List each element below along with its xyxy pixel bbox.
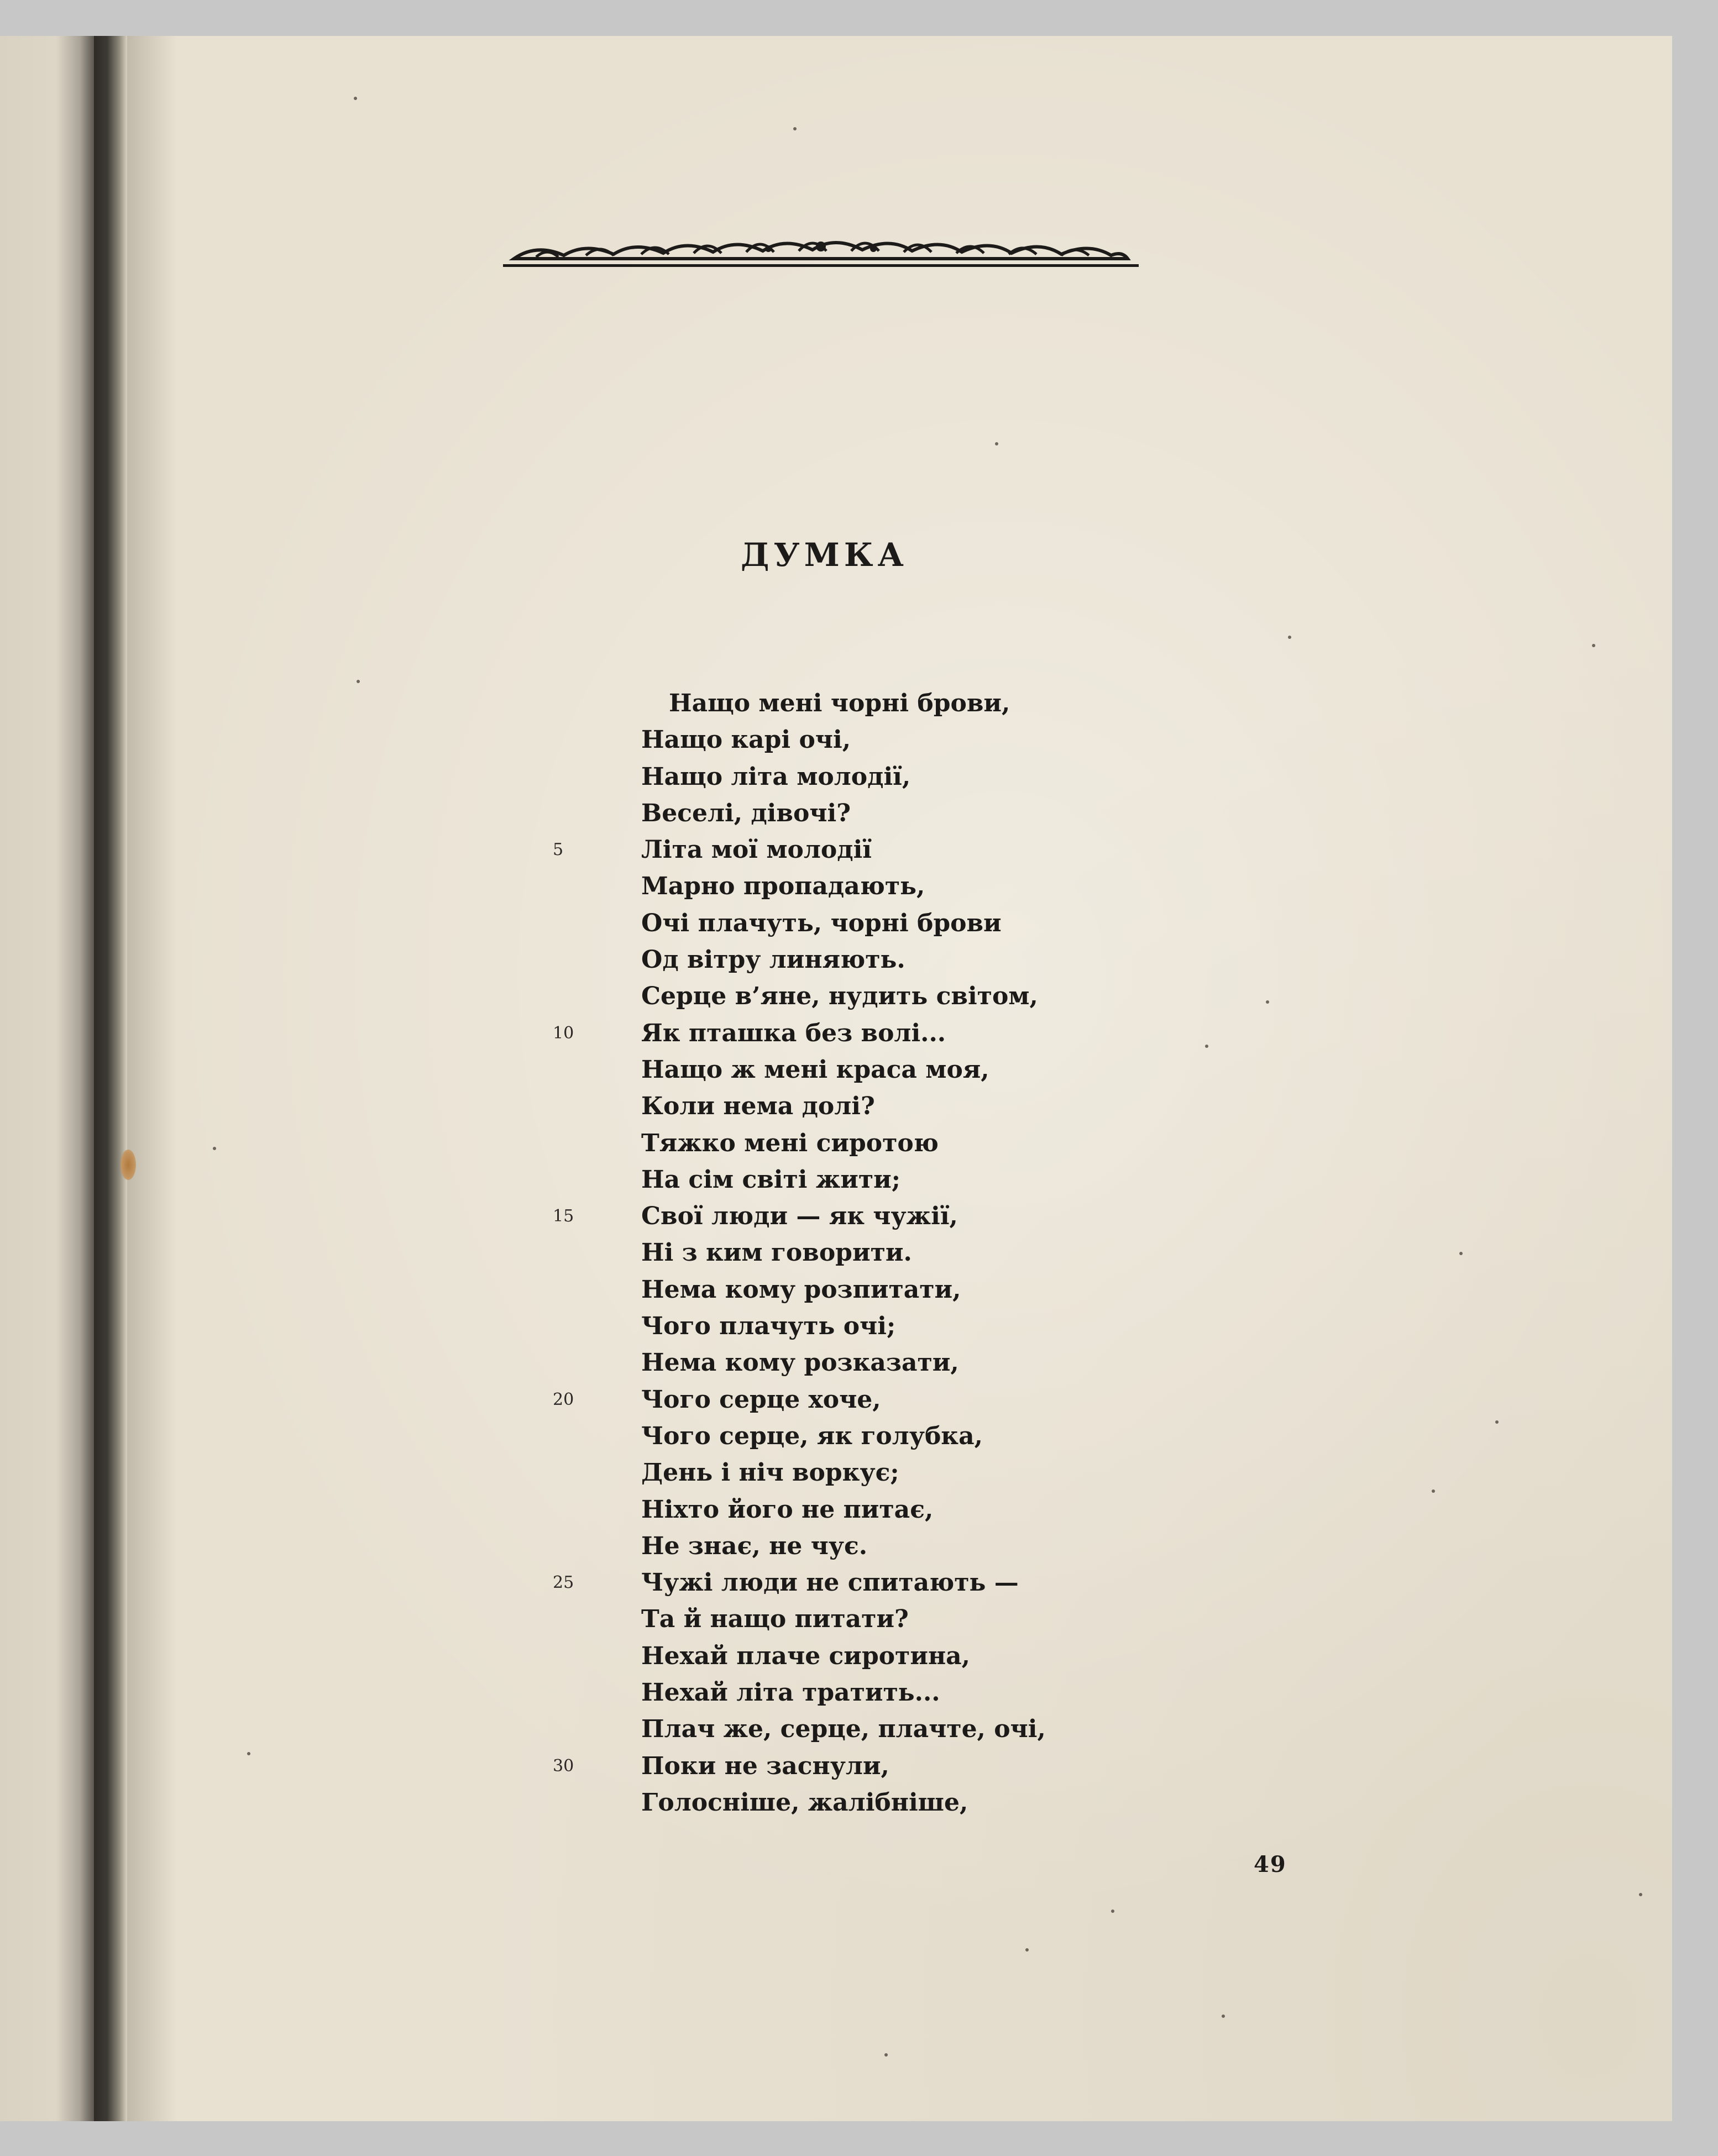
- line-text: Чого серце, як голубка,: [641, 1421, 983, 1450]
- line-text: Тяжко мені сиротою: [641, 1129, 939, 1157]
- line-text: Нащо карі очі,: [641, 726, 851, 754]
- line-text: Очі плачуть, чорні брови: [641, 909, 1002, 937]
- line-text: День і ніч воркує;: [641, 1459, 899, 1487]
- line-number: 10: [553, 1023, 574, 1043]
- line-text: Нащо ж мені краса моя,: [641, 1055, 989, 1084]
- poem-line: [553, 1455, 1106, 1491]
- line-text: Нема кому розпитати,: [641, 1275, 961, 1304]
- poem-line: [553, 1125, 1106, 1162]
- line-text: Літа мої молодії: [641, 836, 872, 864]
- poem-line: [553, 1492, 1106, 1528]
- line-text: Марно пропадають,: [641, 872, 925, 901]
- line-text: Чого плачуть очі;: [641, 1312, 896, 1341]
- scan-speck: [793, 127, 797, 130]
- line-text: Свої люди — як чужії,: [641, 1202, 958, 1231]
- line-text: Ніхто його не питає,: [641, 1495, 934, 1524]
- book-spine: [94, 36, 127, 2121]
- poem-line: [553, 1088, 1106, 1125]
- scan-speck: [884, 2053, 888, 2057]
- poem-line: [553, 1748, 1106, 1785]
- scan-speck: [1266, 1000, 1269, 1004]
- spine-shadow: [127, 36, 177, 2121]
- line-text: Нема кому розказати,: [641, 1349, 959, 1377]
- line-text: Як пташка без волі...: [641, 1019, 946, 1047]
- line-text: Нащо літа молодії,: [641, 762, 911, 791]
- line-text: Од вітру линяють.: [641, 946, 905, 974]
- poem-line: [553, 1418, 1106, 1455]
- poem-line: [553, 795, 1106, 832]
- poem-line: [553, 1638, 1106, 1675]
- line-text: Коли нема долі?: [641, 1092, 875, 1121]
- poem-line: [553, 722, 1106, 758]
- scan-speck: [1205, 1045, 1208, 1048]
- scan-speck: [1432, 1489, 1435, 1493]
- line-number: 25: [553, 1573, 574, 1593]
- scan-speck: [247, 1752, 250, 1755]
- scan-speck: [357, 680, 360, 683]
- poem-line: [553, 868, 1106, 905]
- poem-line: [553, 978, 1106, 1015]
- line-text: Серце в’яне, нудить світом,: [641, 982, 1038, 1011]
- poem-line: [553, 905, 1106, 942]
- poem-body: [553, 685, 1106, 1821]
- poem-line: [553, 1565, 1106, 1601]
- scan-speck: [1288, 636, 1291, 639]
- scan-speck: [1025, 1948, 1029, 1952]
- line-text: Нащо мені чорні брови,: [669, 689, 1010, 717]
- poem-line: [553, 1528, 1106, 1565]
- poem-line: [553, 1162, 1106, 1198]
- line-text: Плач же, серце, плачте, очі,: [641, 1715, 1046, 1744]
- poem-line: [553, 1198, 1106, 1235]
- line-text: Чого серце хоче,: [641, 1385, 881, 1414]
- poem-line: [553, 1382, 1106, 1418]
- poem-line: [553, 685, 1106, 722]
- line-text: Ні з ким говорити.: [641, 1239, 912, 1267]
- poem-line: [553, 1015, 1106, 1052]
- line-text: На сім світі жити;: [641, 1165, 901, 1194]
- page-number: 49: [1254, 1851, 1287, 1877]
- scan-speck: [995, 442, 998, 445]
- poem-line: [553, 942, 1106, 978]
- paper-stain: [121, 1150, 136, 1180]
- scan-speck: [213, 1147, 216, 1150]
- scan-speck: [1222, 2015, 1225, 2018]
- facing-page-edge: [0, 36, 94, 2121]
- scan-speck: [354, 97, 357, 100]
- scan-speck: [1639, 1893, 1642, 1896]
- poem-line: [553, 1345, 1106, 1381]
- scan-speck: [1495, 1420, 1499, 1424]
- line-text: Та й нащо питати?: [641, 1605, 909, 1634]
- line-text: Поки не заснули,: [641, 1751, 889, 1780]
- line-number: 30: [553, 1756, 574, 1776]
- poem-line: [553, 1675, 1106, 1711]
- poem-line: [553, 1308, 1106, 1345]
- scan-speck: [1111, 1910, 1114, 1913]
- line-text: Нехай літа тратить...: [641, 1678, 940, 1707]
- line-number: 15: [553, 1206, 574, 1226]
- line-text: Не знає, не чує.: [641, 1531, 868, 1560]
- line-text: Веселі, дівочі?: [641, 799, 851, 827]
- poem-title: ДУМКА: [741, 536, 908, 574]
- scan-speck: [1592, 644, 1595, 647]
- poem-line: [553, 1601, 1106, 1638]
- line-number: 20: [553, 1389, 574, 1409]
- scan-speck: [1459, 1252, 1463, 1255]
- poem-line: [553, 759, 1106, 795]
- poem-line: [553, 1272, 1106, 1308]
- line-text: Чужі люди не спитають —: [641, 1569, 1019, 1597]
- line-number: 5: [553, 840, 564, 860]
- poem-line: [553, 1785, 1106, 1821]
- line-text: Нехай плаче сиротина,: [641, 1641, 970, 1670]
- poem-line: [553, 1052, 1106, 1088]
- poem-line: [553, 1711, 1106, 1748]
- poem-line: [553, 832, 1106, 868]
- decorative-ornament-icon: [503, 232, 1139, 276]
- poem-line: [553, 1235, 1106, 1271]
- scanned-page: [0, 36, 1672, 2121]
- line-text: Голосніше, жалібніше,: [641, 1788, 968, 1817]
